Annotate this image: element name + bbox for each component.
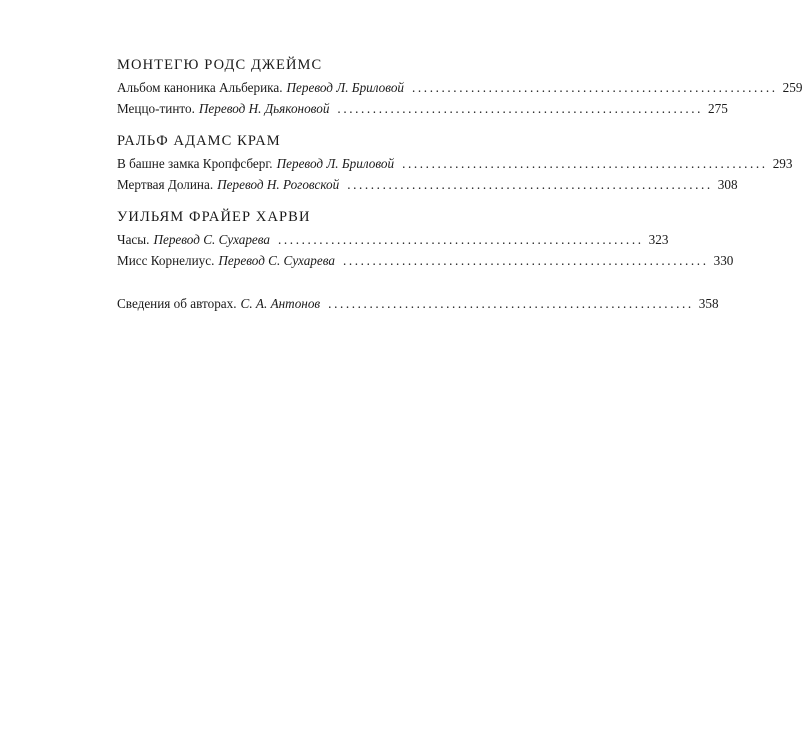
section-montague-rhodes-james bbox=[117, 55, 802, 119]
section-william-fryer-harvey bbox=[117, 207, 734, 271]
entry-author: С. А. Антонов bbox=[240, 296, 321, 311]
author-heading: УИЛЬЯМ ФРАЙЕР ХАРВИ bbox=[117, 209, 311, 225]
author-heading: МОНТЕГЮ РОДС ДЖЕЙМС bbox=[117, 57, 323, 73]
entry-translator: Перевод С. Сухарева bbox=[153, 232, 271, 247]
table-of-contents bbox=[117, 55, 802, 326]
toc-entry[interactable] bbox=[117, 229, 669, 250]
entry-translator: Перевод С. Сухарева bbox=[218, 253, 335, 268]
dot-leader: .............................................................. bbox=[347, 177, 713, 192]
entry-title: Часы. bbox=[117, 232, 150, 247]
entry-page-number: 323 bbox=[648, 232, 669, 247]
toc-entry[interactable] bbox=[117, 77, 802, 98]
toc-entry[interactable] bbox=[117, 293, 719, 314]
entry-page-number: 275 bbox=[708, 101, 728, 116]
entry-translator: Перевод Л. Бриловой bbox=[276, 156, 395, 171]
entry-page-number: 330 bbox=[713, 253, 734, 268]
entry-translator: Перевод Н. Роговской bbox=[217, 177, 340, 192]
section-ralph-adams-cram bbox=[117, 131, 793, 195]
dot-leader: .............................................................. bbox=[337, 101, 704, 116]
entry-title: Сведения об авторах. bbox=[117, 296, 237, 311]
entry-page-number: 293 bbox=[772, 156, 793, 171]
toc-entry[interactable] bbox=[117, 98, 728, 119]
entry-title: Мисс Корнелиус. bbox=[117, 253, 215, 268]
dot-leader: .............................................................. bbox=[328, 296, 694, 311]
dot-leader: .............................................................. bbox=[402, 156, 768, 171]
entry-title: Мертвая Долина. bbox=[117, 177, 214, 192]
entry-title: Меццо-тинто. bbox=[117, 101, 195, 116]
entry-page-number: 358 bbox=[698, 296, 719, 311]
entry-page-number: 259 bbox=[782, 80, 802, 95]
toc-entry[interactable] bbox=[117, 153, 793, 174]
toc-entry[interactable] bbox=[117, 250, 734, 271]
author-heading: РАЛЬФ АДАМС КРАМ bbox=[117, 133, 281, 149]
dot-leader: .............................................................. bbox=[278, 232, 644, 247]
entry-page-number: 308 bbox=[717, 177, 738, 192]
toc-entry[interactable] bbox=[117, 174, 738, 195]
entry-title: Альбом каноника Альберика. bbox=[117, 80, 283, 95]
section-about-authors bbox=[117, 293, 719, 314]
entry-title: В башне замка Кропфсберг. bbox=[117, 156, 273, 171]
entry-translator: Перевод Н. Дьяконовой bbox=[198, 101, 330, 116]
dot-leader: .............................................................. bbox=[342, 253, 709, 268]
entry-translator: Перевод Л. Бриловой bbox=[286, 80, 405, 95]
dot-leader: .............................................................. bbox=[412, 80, 778, 95]
